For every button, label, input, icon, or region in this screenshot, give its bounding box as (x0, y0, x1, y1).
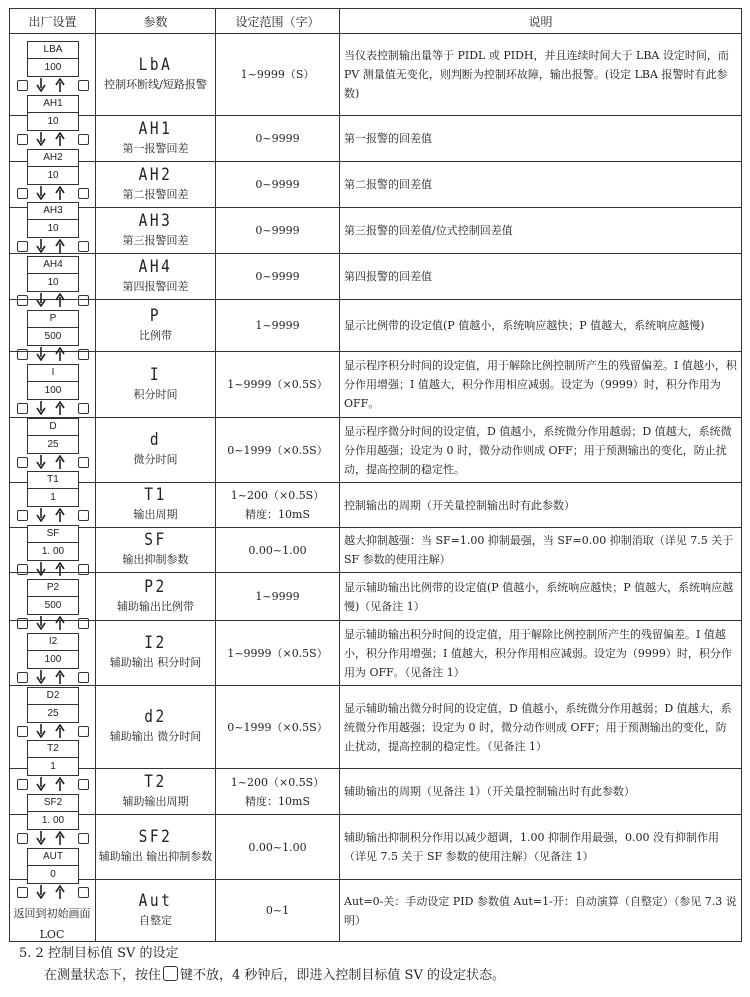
key-connector (27, 830, 79, 846)
display-box (27, 202, 79, 238)
flow-unit (27, 525, 79, 577)
display-box (27, 256, 79, 292)
header-range: 设定范围（字） (216, 9, 340, 34)
range-value: 0~1999（×0.5S） (227, 720, 328, 734)
range-value: 1~9999（×0.5S） (227, 646, 328, 660)
display-param-name: LBA (28, 42, 78, 59)
segment-code: I (149, 364, 162, 385)
display-param-name: AH3 (28, 203, 78, 220)
shift-key-icon (78, 241, 89, 252)
description-cell: 显示辅助输出积分时间的设定值，用于解除比例控制所产生的残留偏差。I 值越小，积分作用增强；I 值越大，积分作用相应减弱。设定为（9999）时，积分作用为 OFF。（见备注 1） (340, 621, 742, 686)
param-cell (96, 300, 216, 352)
key-connector (27, 723, 79, 739)
range-precision: 精度：10mS (245, 508, 310, 521)
segment-code: T2 (144, 771, 167, 792)
set-key-icon (17, 887, 28, 898)
set-key-icon (17, 349, 28, 360)
flow-unit (27, 740, 79, 792)
set-key-icon (17, 241, 28, 252)
param-label: 积分时间 (133, 387, 178, 401)
param-cell (96, 162, 216, 208)
description-cell: 第一报警的回差值 (340, 116, 742, 162)
range-value: 1~200（×0.5S） (230, 489, 325, 502)
set-key-icon (17, 618, 28, 629)
set-key-icon (17, 457, 28, 468)
flow-unit (27, 579, 79, 631)
parameter-table (9, 8, 742, 942)
table-row (10, 528, 742, 573)
description-cell: 第三报警的回差值/位式控制回差值 (340, 208, 742, 254)
table-row (10, 34, 742, 116)
set-key-icon (17, 403, 28, 414)
range-value: 0.00~1.00 (248, 840, 307, 854)
shift-key-icon (78, 403, 89, 414)
arrow-down-icon (36, 186, 46, 200)
table-row (10, 300, 742, 352)
arrow-down-icon (36, 293, 46, 307)
shift-key-icon (78, 188, 89, 199)
range-cell (216, 621, 340, 686)
arrow-down-icon (36, 78, 46, 92)
flow-unit (27, 149, 79, 201)
range-cell (216, 34, 340, 116)
display-param-value: 0 (50, 869, 56, 880)
param-cell (96, 483, 216, 528)
range-cell (216, 300, 340, 352)
range-precision: 精度：10mS (245, 794, 310, 808)
description-cell: 显示程序积分时间的设定值，用于解除比例控制所产生的残留偏差。I 值越小，积分作用增强；I 值越大，积分作用相应减弱。设定为（9999）时，积分作用为 OFF。 (340, 352, 742, 418)
arrow-down-icon (36, 132, 46, 146)
segment-code: AH2 (138, 164, 173, 185)
display-param-name: AH1 (28, 96, 78, 113)
arrow-down-icon (36, 616, 46, 630)
table-row (10, 254, 742, 300)
display-param-value: 1. 00 (41, 815, 65, 827)
display-param-value: 25 (47, 707, 59, 719)
description-cell: Aut=0-关：手动设定 PID 参数值 Aut=1-开：自动演算（自整定）（参见 7.3 说明） (340, 880, 742, 942)
arrow-down-icon (36, 885, 46, 899)
header-description: 说明 (340, 9, 742, 34)
return-to-loc-label: 返回到初始画面 LOC (13, 907, 91, 941)
arrow-down-icon (36, 455, 46, 469)
arrow-up-icon (55, 616, 65, 630)
param-cell (96, 815, 216, 880)
flow-unit (27, 633, 79, 685)
display-box (27, 740, 79, 776)
param-label: 比例带 (139, 328, 172, 342)
set-key-icon (17, 188, 28, 199)
shift-key-icon (78, 564, 89, 575)
range-cell (216, 162, 340, 208)
key-connector (27, 615, 79, 631)
description-cell: 越大抑制越强：当 SF=1.00 抑制最强，当 SF=0.00 抑制消取（详见 7.5 关于 SF 参数的使用注解） (340, 528, 742, 573)
shift-key-icon (78, 457, 89, 468)
display-param-value: 1. 00 (41, 546, 65, 558)
shift-key-icon (78, 833, 89, 844)
key-connector (27, 776, 79, 792)
range-cell (216, 573, 340, 621)
section-text-b: 键不放，4 秒钟后，即进入控制目标值 SV 的设定状态。 (180, 968, 505, 983)
param-label: 第四报警回差 (122, 279, 189, 293)
param-cell (96, 528, 216, 573)
display-box (27, 687, 79, 723)
key-connector (27, 669, 79, 685)
flow-unit (27, 41, 79, 93)
display-param-name: T2 (28, 741, 78, 758)
range-value: 0~9999 (255, 178, 300, 191)
display-param-name: P (28, 311, 78, 328)
range-cell (216, 352, 340, 418)
range-cell (216, 208, 340, 254)
display-box (27, 525, 79, 561)
shift-key-icon (78, 672, 89, 683)
set-key-icon (17, 726, 28, 737)
arrow-up-icon (55, 455, 65, 469)
segment-code: P (149, 305, 162, 326)
segment-code: P2 (144, 576, 167, 597)
key-connector (27, 238, 79, 254)
range-value: 0~1 (265, 904, 290, 917)
flow-unit (27, 418, 79, 470)
shift-key-icon (78, 618, 89, 629)
param-cell (96, 769, 216, 815)
document-page (9, 8, 741, 942)
set-key-icon (17, 564, 28, 575)
flow-unit (27, 471, 79, 523)
set-key-icon (17, 134, 28, 145)
table-row (10, 815, 742, 880)
param-label: 第一报警回差 (122, 141, 189, 155)
param-cell (96, 880, 216, 942)
arrow-up-icon (55, 132, 65, 146)
param-label: 辅助输出比例带 (117, 599, 194, 613)
arrow-down-icon (36, 670, 46, 684)
description-cell: 第四报警的回差值 (340, 254, 742, 300)
display-param-name: I (28, 365, 78, 382)
key-connector (27, 346, 79, 362)
display-param-value: 25 (47, 438, 59, 450)
display-param-name: P2 (28, 580, 78, 597)
range-value: 0~9999 (255, 224, 300, 237)
description-cell: 第二报警的回差值 (340, 162, 742, 208)
param-cell (96, 573, 216, 621)
table-row (10, 483, 742, 528)
display-box (27, 418, 79, 454)
range-value: 0.00~1.00 (248, 543, 307, 557)
segment-code: AH1 (138, 118, 173, 139)
shift-key-icon (78, 510, 89, 521)
display-param-value: 10 (47, 169, 59, 181)
key-connector (27, 400, 79, 416)
arrow-up-icon (55, 401, 65, 415)
arrow-up-icon (55, 293, 65, 307)
param-cell (96, 208, 216, 254)
range-cell (216, 116, 340, 162)
key-connector (27, 561, 79, 577)
range-cell (216, 528, 340, 573)
arrow-down-icon (36, 831, 46, 845)
param-label: 第三报警回差 (122, 233, 189, 247)
shift-key-icon (78, 295, 89, 306)
param-label: 自整定 (139, 913, 172, 927)
display-box (27, 41, 79, 77)
arrow-down-icon (36, 562, 46, 576)
arrow-up-icon (55, 508, 65, 522)
param-cell (96, 418, 216, 483)
set-key-icon (17, 779, 28, 790)
table-row (10, 573, 742, 621)
display-box (27, 364, 79, 400)
flow-unit (27, 310, 79, 362)
set-key-icon (17, 295, 28, 306)
range-value: 1~9999 (255, 319, 300, 332)
section-text-a: 在测量状态下，按住 (44, 968, 162, 983)
segment-code: AH4 (138, 256, 173, 277)
param-label: 辅助输出 微分时间 (109, 730, 202, 743)
segment-code: SF (144, 530, 167, 550)
arrow-down-icon (36, 724, 46, 738)
set-key-icon (17, 80, 28, 91)
range-cell (216, 686, 340, 769)
segment-code: I2 (144, 633, 167, 653)
range-cell (216, 815, 340, 880)
factory-flow-column (9, 33, 95, 948)
set-key-icon (17, 833, 28, 844)
description-cell: 显示程序微分时间的设定值，D 值越小，系统微分作用越弱；D 值越大，系统微分作用越强；设定为 0 时，微分动作则成 OFF；用于预测输出的变化，防止扰动，提高控制的稳定性。 (340, 418, 742, 483)
param-label: 控制环断线/短路报警 (104, 77, 207, 91)
param-label: 输出抑制参数 (122, 553, 189, 566)
shift-key-icon (78, 887, 89, 898)
arrow-up-icon (55, 78, 65, 92)
display-param-value: 500 (44, 600, 62, 611)
flow-unit (27, 364, 79, 416)
param-cell (96, 254, 216, 300)
segment-code: d2 (144, 707, 167, 727)
shift-key-icon (78, 726, 89, 737)
table-row (10, 418, 742, 483)
param-cell (96, 686, 216, 769)
display-param-value: 10 (47, 115, 59, 127)
display-param-value: 10 (47, 277, 59, 289)
segment-code: SF2 (138, 827, 173, 847)
display-param-name: SF2 (28, 795, 78, 812)
range-value: 1~9999（×0.5S） (227, 378, 328, 391)
param-label: 辅助输出周期 (122, 794, 189, 808)
range-value: 1~200（×0.5S） (230, 775, 325, 789)
range-value: 1~9999 (255, 590, 300, 603)
param-label: 辅助输出 输出抑制参数 (98, 850, 213, 863)
arrow-up-icon (55, 186, 65, 200)
range-value: 0~1999（×0.5S） (227, 443, 328, 457)
display-param-name: T1 (28, 472, 78, 489)
arrow-down-icon (36, 777, 46, 791)
section-title: 5. 2 控制目标值 SV 的设定 (19, 946, 179, 961)
display-param-value: 100 (44, 653, 62, 665)
display-param-name: D2 (28, 688, 78, 705)
arrow-down-icon (36, 401, 46, 415)
description-cell: 显示辅助输出比例带的设定值(P 值越小，系统响应越快；P 值越大，系统响应越慢)（见备注 1） (340, 573, 742, 621)
range-value: 0~9999 (255, 270, 300, 283)
segment-code: T1 (144, 485, 167, 505)
table-row (10, 686, 742, 769)
range-cell (216, 769, 340, 815)
arrow-down-icon (36, 347, 46, 361)
param-label: 辅助输出 积分时间 (109, 656, 202, 669)
param-cell (96, 352, 216, 418)
segment-code: d (149, 430, 162, 450)
display-box (27, 310, 79, 346)
display-param-value: 100 (44, 62, 62, 73)
param-cell (96, 34, 216, 116)
arrow-up-icon (55, 562, 65, 576)
display-param-name: SF (28, 526, 78, 543)
table-row (10, 116, 742, 162)
segment-code: AH3 (138, 210, 173, 231)
display-box (27, 633, 79, 669)
segment-code: LbA (138, 54, 173, 75)
table-header-row (10, 9, 742, 34)
set-key-icon (17, 672, 28, 683)
display-param-name: AH2 (28, 150, 78, 167)
shift-key-icon (78, 80, 89, 91)
flow-unit (27, 256, 79, 308)
key-connector (27, 185, 79, 201)
display-param-name: AUT (28, 849, 78, 866)
section-text (44, 966, 505, 986)
key-connector (27, 507, 79, 523)
header-factory-setting: 出厂设置 (10, 9, 96, 34)
display-param-name: I2 (28, 634, 78, 651)
description-cell: 辅助输出的周期（见备注 1）（开关量控制输出时有此参数） (340, 769, 742, 815)
key-connector (27, 77, 79, 93)
flow-unit (27, 848, 79, 900)
display-param-name: D (28, 419, 78, 436)
segment-code: Aut (138, 890, 173, 911)
shift-key-icon (78, 779, 89, 790)
range-cell (216, 254, 340, 300)
display-box (27, 579, 79, 615)
range-value: 0~9999 (255, 132, 300, 145)
flow-unit (27, 95, 79, 147)
arrow-up-icon (55, 724, 65, 738)
shift-key-icon (78, 134, 89, 145)
range-cell (216, 880, 340, 942)
key-connector (27, 884, 79, 900)
param-cell (96, 621, 216, 686)
description-cell: 显示辅助输出微分时间的设定值，D 值越小，系统微分作用越弱；D 值越大，系统微分作用越强；设定为 0 时，微分动作则成 OFF；用于预测输出的变化，防止扰动，提高控制的稳定性。（见备注 1） (340, 686, 742, 769)
arrow-down-icon (36, 508, 46, 522)
set-key-icon (17, 510, 28, 521)
table-row (10, 769, 742, 815)
set-key-icon (163, 966, 178, 981)
display-param-value: 1 (50, 492, 56, 504)
description-cell: 辅助输出抑制积分作用以减少超调，1.00 抑制作用最强，0.00 没有抑制作用（详见 7.5 关于 SF 参数的使用注解）（见备注 1） (340, 815, 742, 880)
key-connector (27, 454, 79, 470)
arrow-up-icon (55, 347, 65, 361)
display-param-value: 10 (47, 223, 59, 235)
arrow-up-icon (55, 777, 65, 791)
arrow-up-icon (55, 670, 65, 684)
display-param-value: 1 (50, 761, 56, 773)
param-label: 输出周期 (133, 508, 178, 521)
header-parameter: 参数 (96, 9, 216, 34)
flow-unit (27, 794, 79, 846)
key-connector (27, 131, 79, 147)
table-row (10, 162, 742, 208)
display-box (27, 848, 79, 884)
range-cell (216, 483, 340, 528)
flow-unit (27, 202, 79, 254)
display-box (27, 794, 79, 830)
table-row (10, 208, 742, 254)
description-cell: 当仪表控制输出量等于 PIDL 或 PIDH，并且连续时间大于 LBA 设定时间，而 PV 测量值无变化，则判断为控制环故障，输出报警。(设定 LBA 报警时有此参数) (340, 34, 742, 116)
table-row (10, 352, 742, 418)
display-param-value: 100 (44, 384, 62, 396)
range-cell (216, 418, 340, 483)
display-param-value: 500 (44, 331, 62, 342)
table-row (10, 880, 742, 942)
param-label: 第二报警回差 (122, 187, 189, 201)
description-cell: 显示比例带的设定值(P 值越小，系统响应越快；P 值越大，系统响应越慢) (340, 300, 742, 352)
key-connector (27, 292, 79, 308)
arrow-down-icon (36, 239, 46, 253)
table-row (10, 621, 742, 686)
display-box (27, 95, 79, 131)
arrow-up-icon (55, 831, 65, 845)
param-label: 微分时间 (133, 453, 178, 466)
shift-key-icon (78, 349, 89, 360)
arrow-up-icon (55, 239, 65, 253)
display-box (27, 471, 79, 507)
display-box (27, 149, 79, 185)
flow-unit (27, 687, 79, 739)
range-value: 1~9999（S） (240, 68, 315, 81)
display-param-name: AH4 (28, 257, 78, 274)
param-cell (96, 116, 216, 162)
description-cell: 控制输出的周期（开关量控制输出时有此参数） (340, 483, 742, 528)
arrow-up-icon (55, 885, 65, 899)
